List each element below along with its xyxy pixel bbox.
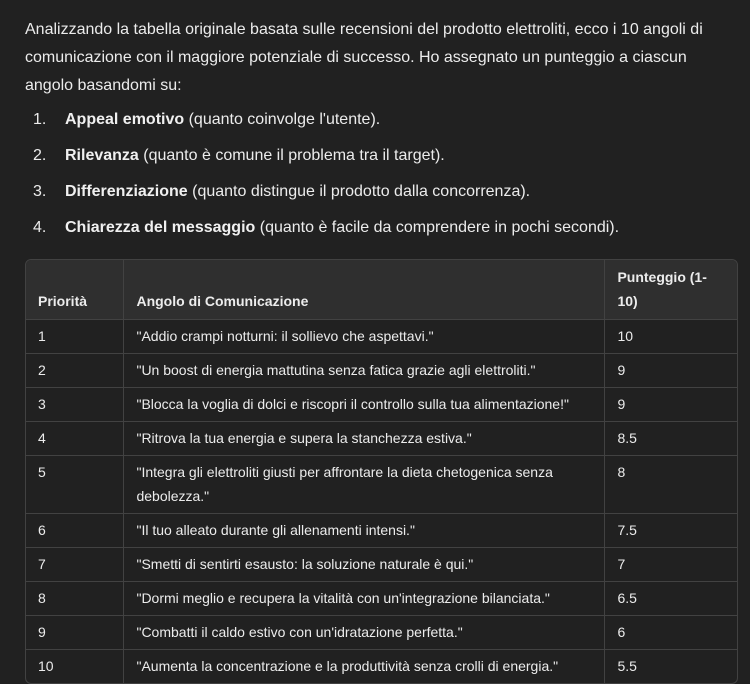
criteria-description: (quanto è comune il problema tra il target). — [138, 147, 445, 164]
table-row — [26, 548, 737, 582]
criteria-description: (quanto distingue il prodotto dalla concorrenza). — [187, 183, 531, 200]
criteria-number: 2. — [33, 147, 47, 164]
cell-score: 10 — [605, 320, 737, 354]
cell-score: 9 — [605, 354, 737, 388]
criteria-number: 3. — [33, 183, 47, 200]
criteria-item — [25, 178, 736, 206]
angles-table-container — [25, 259, 738, 684]
cell-priority: 4 — [26, 422, 124, 456]
criteria-item — [25, 214, 736, 242]
criteria-title: Rilevanza — [65, 147, 139, 164]
table-header-row — [26, 260, 737, 320]
cell-priority: 8 — [26, 582, 124, 616]
table-row — [26, 616, 737, 650]
table-row — [26, 320, 737, 354]
cell-score: 7.5 — [605, 514, 737, 548]
criteria-title: Appeal emotivo — [65, 111, 185, 128]
cell-priority: 3 — [26, 388, 124, 422]
cell-score: 6.5 — [605, 582, 737, 616]
cell-angle: "Ritrova la tua energia e supera la stanchezza estiva." — [124, 422, 605, 456]
cell-angle: "Un boost di energia mattutina senza fatica grazie agli elettroliti." — [124, 354, 605, 388]
cell-score: 6 — [605, 616, 737, 650]
cell-priority: 9 — [26, 616, 124, 650]
intro-paragraph: Analizzando la tabella originale basata sulle recensioni del prodotto elettroliti, ecco i 10 angoli di comunicazione con il maggiore potenziale di successo. Ho assegnato un punteggio a ciascun angolo basandomi su: — [25, 21, 703, 94]
criteria-title: Chiarezza del messaggio — [65, 219, 256, 236]
header-angle: Angolo di Comunicazione — [124, 260, 605, 320]
criteria-item — [25, 106, 736, 134]
cell-priority: 6 — [26, 514, 124, 548]
criteria-number: 1. — [33, 111, 47, 128]
table-row — [26, 582, 737, 616]
table-row — [26, 650, 737, 684]
cell-angle: "Aumenta la concentrazione e la produttività senza crolli di energia." — [124, 650, 605, 684]
table-row — [26, 354, 737, 388]
header-priority: Priorità — [26, 260, 124, 320]
cell-score: 5.5 — [617, 658, 637, 674]
criteria-number: 4. — [33, 219, 47, 236]
cell-angle: "Il tuo alleato durante gli allenamenti intensi." — [124, 514, 605, 548]
cell-score: 8 — [605, 456, 737, 514]
table-row — [26, 422, 737, 456]
cell-priority: 10 — [26, 650, 124, 684]
criteria-description: (quanto coinvolge l'utente). — [184, 111, 381, 128]
cell-angle: "Combatti il caldo estivo con un'idratazione perfetta." — [124, 616, 605, 650]
table-row — [26, 388, 737, 422]
cell-score: 9 — [605, 388, 737, 422]
cell-priority: 7 — [26, 548, 124, 582]
cell-score: 8.5 — [605, 422, 737, 456]
angles-table — [26, 260, 737, 683]
criteria-item — [25, 142, 736, 170]
cell-priority: 2 — [26, 354, 124, 388]
cell-score: 7 — [605, 548, 737, 582]
header-score: Punteggio (1-10) — [605, 260, 737, 320]
table-row — [26, 514, 737, 548]
cell-priority: 1 — [26, 320, 124, 354]
cell-angle: "Blocca la voglia di dolci e riscopri il controllo sulla tua alimentazione!" — [124, 388, 605, 422]
criteria-description: (quanto è facile da comprendere in pochi secondi). — [255, 219, 620, 236]
cell-angle: "Addio crampi notturni: il sollievo che aspettavi." — [124, 320, 605, 354]
cell-angle: "Integra gli elettroliti giusti per affrontare la dieta chetogenica senza debolezza." — [124, 456, 605, 514]
criteria-list — [25, 106, 736, 242]
table-row — [26, 456, 737, 514]
cell-angle: "Dormi meglio e recupera la vitalità con un'integrazione bilanciata." — [124, 582, 605, 616]
cell-angle: "Smetti di sentirti esausto: la soluzione naturale è qui." — [124, 548, 605, 582]
criteria-title: Differenziazione — [65, 183, 188, 200]
cell-priority: 5 — [26, 456, 124, 514]
